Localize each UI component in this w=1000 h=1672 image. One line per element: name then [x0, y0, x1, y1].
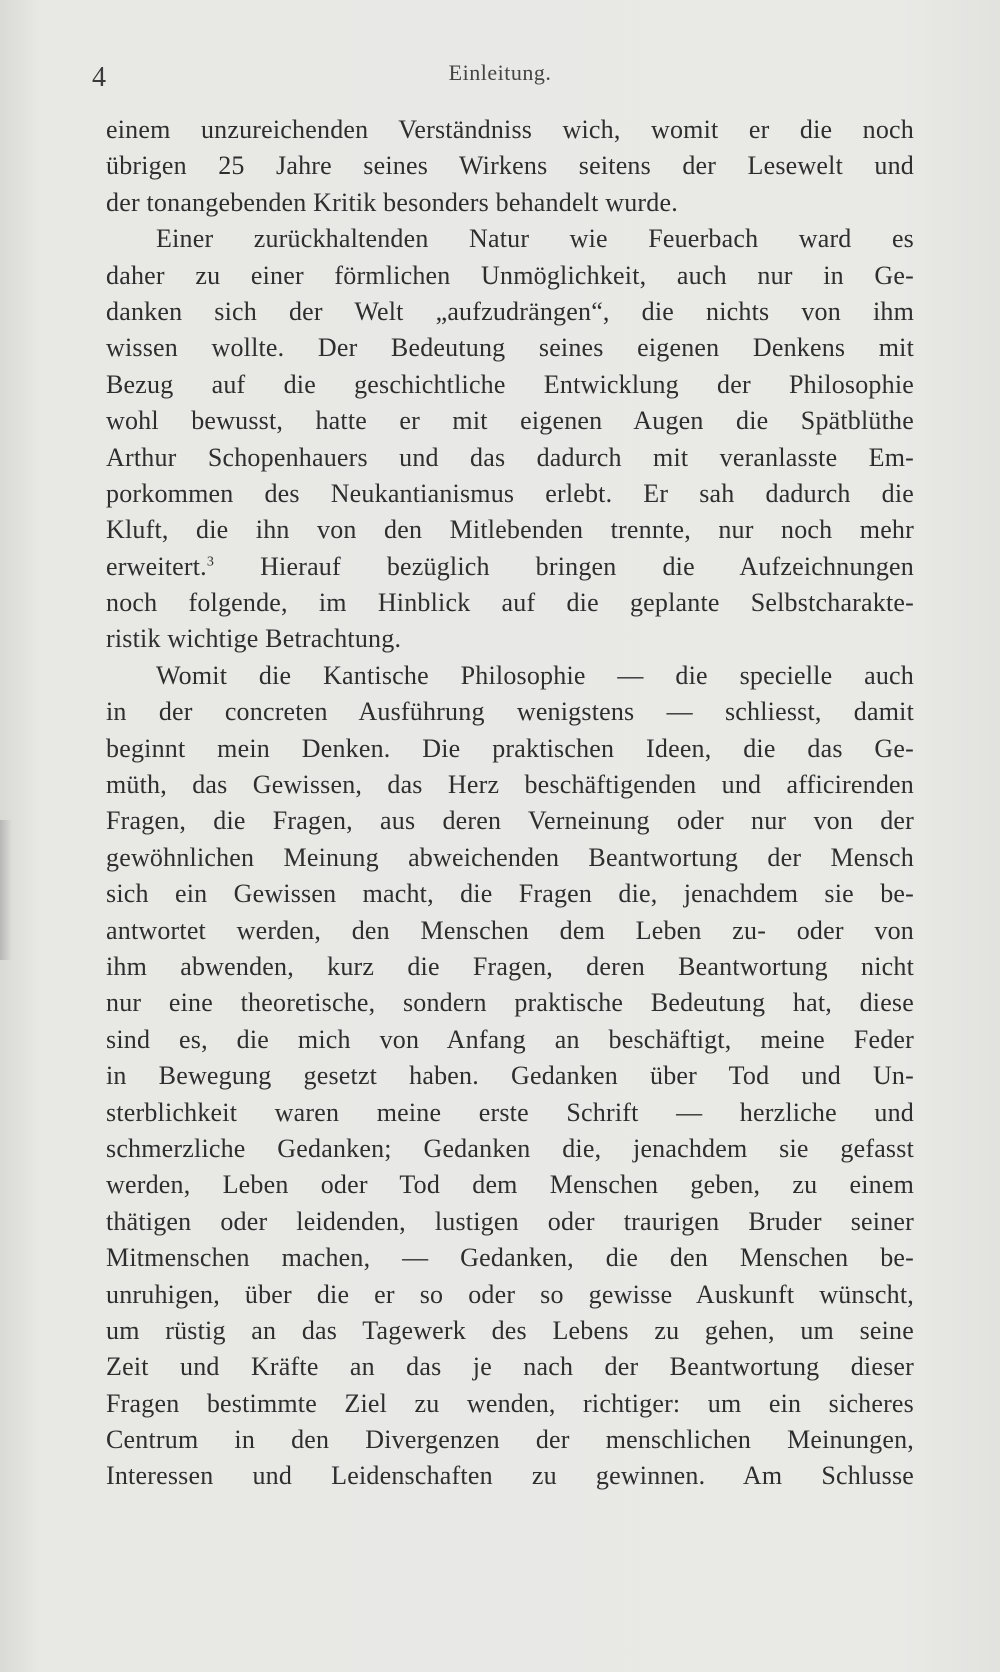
- text-line-content: wohl bewusst, hatte er mit eigenen Augen die Spätblüthe: [106, 406, 914, 436]
- text-line-continuation: Hierauf bezüglich bringen die Aufzeichnungen: [214, 551, 914, 581]
- text-line: [106, 1313, 914, 1349]
- text-line: [106, 1422, 914, 1458]
- text-line-content: erweitert.: [106, 551, 207, 581]
- text-line-content: Mitmenschen machen, — Gedanken, die den Menschen be-: [106, 1243, 914, 1273]
- text-line-content: um rüstig an das Tagewerk des Lebens zu gehen, um seine: [106, 1315, 914, 1345]
- text-line: [106, 185, 914, 221]
- text-line: [106, 1458, 914, 1494]
- text-line: [106, 767, 914, 803]
- text-line: [106, 1277, 914, 1313]
- text-line-content: thätigen oder leidenden, lustigen oder traurigen Bruder seiner: [106, 1206, 914, 1236]
- text-line: [106, 112, 914, 148]
- text-line: [106, 658, 914, 694]
- text-line-content: unruhigen, über die er so oder so gewisse Auskunft wünscht,: [106, 1279, 914, 1309]
- text-line: [106, 476, 914, 512]
- text-line: [106, 1240, 914, 1276]
- text-line: [106, 440, 914, 476]
- text-line-content: noch folgende, im Hinblick auf die geplante Selbstcharakte-: [106, 588, 914, 618]
- text-line: [106, 731, 914, 767]
- text-line-content: beginnt mein Denken. Die praktischen Ideen, die das Ge-: [106, 733, 914, 763]
- text-line-content: wissen wollte. Der Bedeutung seines eigenen Denkens mit: [106, 333, 914, 363]
- text-line-content: Zeit und Kräfte an das je nach der Beantwortung dieser: [106, 1352, 914, 1382]
- text-line-content: übrigen 25 Jahre seines Wirkens seitens der Lesewelt und: [106, 151, 914, 181]
- text-line-content: einem unzureichenden Verständniss wich, womit er die noch: [106, 115, 914, 144]
- page-edge-shadow: [0, 820, 12, 960]
- text-line-content: Womit die Kantische Philosophie — die specielle auch: [156, 660, 914, 690]
- text-line: [106, 913, 914, 949]
- text-line: [106, 1058, 914, 1094]
- text-line-content: danken sich der Welt „aufzudrängen“, die nichts von ihm: [106, 296, 914, 326]
- text-line: [106, 330, 914, 366]
- footnote-marker: 3: [206, 554, 215, 570]
- text-line-content: nur eine theoretische, sondern praktische Bedeutung hat, diese: [106, 988, 914, 1018]
- text-line-content: gewöhnlichen Meinung abweichenden Beantwortung der Mensch: [106, 842, 914, 872]
- text-line-content: Kluft, die ihn von den Mitlebenden trennte, nur noch mehr: [106, 515, 914, 545]
- text-line: [106, 512, 914, 548]
- text-line: [106, 294, 914, 330]
- text-line: [106, 1386, 914, 1422]
- text-line: [106, 549, 914, 585]
- text-line: [106, 621, 914, 657]
- text-line: [106, 258, 914, 294]
- text-line: [106, 148, 914, 184]
- text-line: [106, 694, 914, 730]
- text-line-content: ristik wichtige Betrachtung.: [106, 624, 402, 654]
- text-line-content: der tonangebenden Kritik besonders behandelt wurde.: [106, 187, 678, 217]
- text-line-content: werden, Leben oder Tod dem Menschen geben, zu einem: [106, 1170, 914, 1200]
- text-line-content: Centrum in den Divergenzen der menschlichen Meinungen,: [106, 1425, 914, 1455]
- text-line: [106, 403, 914, 439]
- text-line-content: antwortet werden, den Menschen dem Leben zu- oder von: [106, 915, 914, 945]
- text-line-content: Fragen bestimmte Ziel zu wenden, richtiger: um ein sicheres: [106, 1388, 914, 1418]
- text-line: [106, 367, 914, 403]
- text-line: [106, 1022, 914, 1058]
- text-line-content: Fragen, die Fragen, aus deren Verneinung oder nur von der: [106, 806, 914, 836]
- text-line-content: in Bewegung gesetzt haben. Gedanken über Tod und Un-: [106, 1061, 914, 1091]
- text-line-content: Arthur Schopenhauers und das dadurch mit veranlasste Em-: [106, 442, 914, 472]
- text-line: [106, 803, 914, 839]
- body-text: [106, 112, 914, 1495]
- text-line: [106, 949, 914, 985]
- page-number: 4: [92, 62, 106, 93]
- text-line: [106, 985, 914, 1021]
- text-line-content: porkommen des Neukantianismus erlebt. Er sah dadurch die: [106, 478, 914, 508]
- text-line: [106, 840, 914, 876]
- text-line: [106, 1167, 914, 1203]
- text-line-content: müth, das Gewissen, das Herz beschäftigenden und afficirenden: [106, 770, 914, 800]
- text-line: [106, 585, 914, 621]
- text-line-content: Interessen und Leidenschaften zu gewinnen. Am Schlusse: [106, 1461, 914, 1491]
- text-line: [106, 1349, 914, 1385]
- text-line-content: sterblichkeit waren meine erste Schrift — herzliche und: [106, 1097, 914, 1127]
- text-line-content: Bezug auf die geschichtliche Entwicklung der Philosophie: [106, 369, 914, 399]
- text-line-content: ihm abwenden, kurz die Fragen, deren Beantwortung nicht: [106, 951, 914, 981]
- text-line: [106, 1204, 914, 1240]
- text-line-content: Einer zurückhaltenden Natur wie Feuerbach ward es: [156, 224, 914, 254]
- text-line-content: daher zu einer förmlichen Unmöglichkeit, auch nur in Ge-: [106, 260, 914, 290]
- text-line-content: schmerzliche Gedanken; Gedanken die, jenachdem sie gefasst: [106, 1133, 914, 1163]
- text-line: [106, 1131, 914, 1167]
- text-line: [106, 876, 914, 912]
- text-line: [106, 221, 914, 257]
- text-line-content: sind es, die mich von Anfang an beschäftigt, meine Feder: [106, 1024, 914, 1054]
- text-line-content: in der concreten Ausführung wenigstens — schliesst, damit: [106, 697, 914, 727]
- text-line-content: sich ein Gewissen macht, die Fragen die, jenachdem sie be-: [106, 879, 914, 909]
- running-head: Einleitung.: [448, 60, 552, 85]
- text-line: [106, 1095, 914, 1131]
